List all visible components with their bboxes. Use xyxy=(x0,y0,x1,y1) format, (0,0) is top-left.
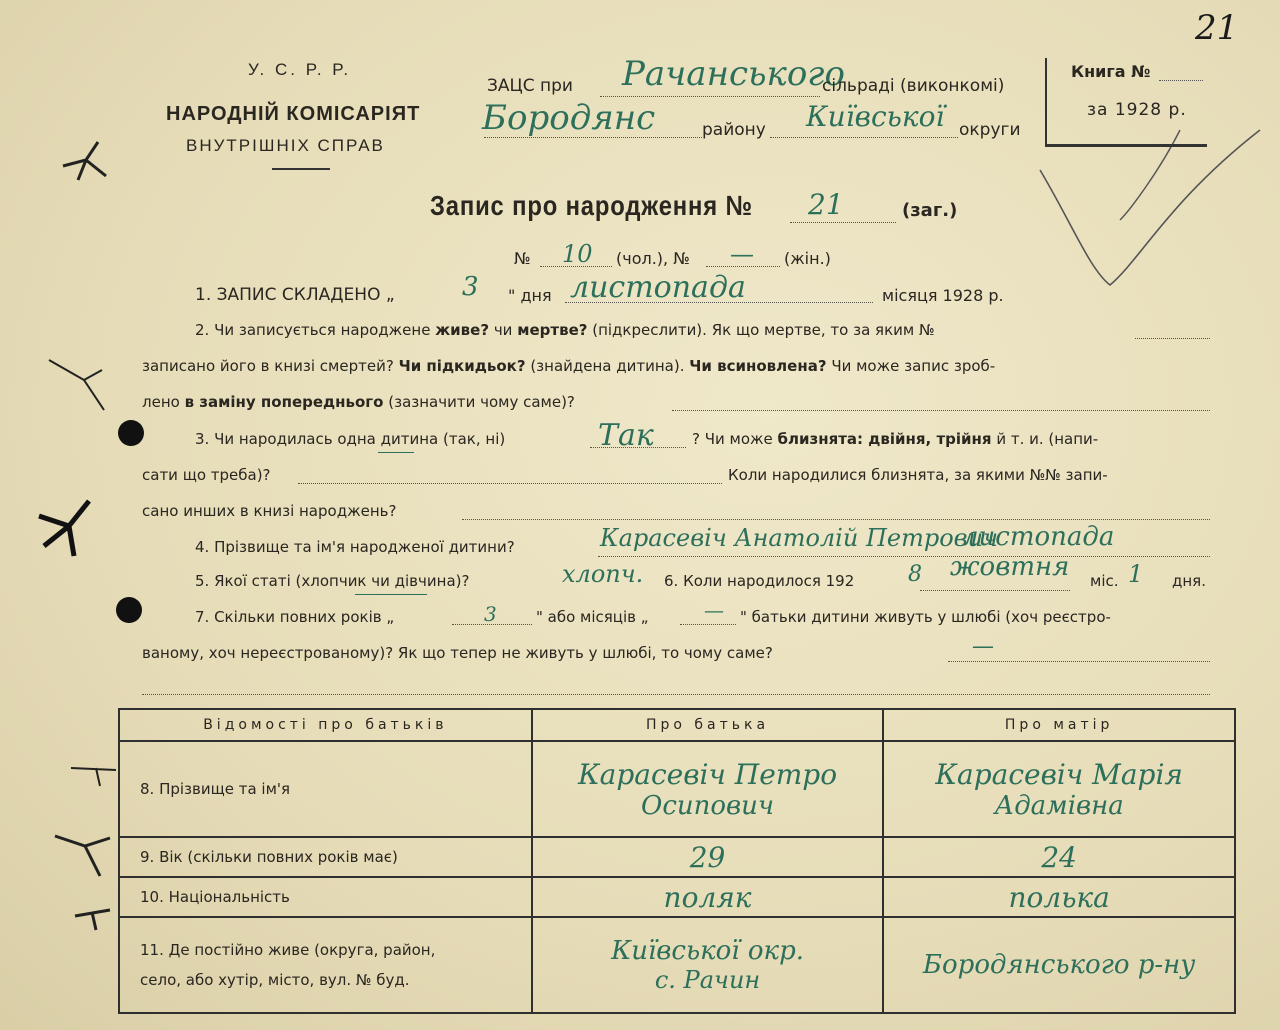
father-residence: Київської окр. с. Рачин xyxy=(532,917,884,1013)
q6-month-label: міс. xyxy=(1090,572,1119,590)
q2-j: Чи може запис зроб- xyxy=(831,357,996,375)
th-mother: Про матір xyxy=(883,709,1235,741)
tear-mark-icon xyxy=(70,896,120,936)
q2-foundling: Чи підкидьок? xyxy=(398,357,526,375)
female-label: (жін.) xyxy=(784,249,831,268)
record-suffix: (заг.) xyxy=(902,200,958,221)
council-label: сільраді (виконкомі) xyxy=(822,76,1005,96)
q3-b: ? Чи може xyxy=(692,430,773,448)
q6-label: 6. Коли народилося 192 xyxy=(664,572,855,590)
row-label: 9. Вік (скільки повних років має) xyxy=(119,837,532,877)
republic-label: У. С. Р. Р. xyxy=(248,60,352,79)
q6-month: жовтня xyxy=(950,552,1070,582)
q1-month: листопада xyxy=(570,270,746,305)
q7-years: 3 xyxy=(484,602,497,626)
male-label: (чол.), № xyxy=(616,249,690,268)
q2-a: 2. Чи записується народжене xyxy=(195,321,431,339)
q2-dead: мертве? xyxy=(517,321,588,339)
father-age: 29 xyxy=(532,837,884,877)
book-label: Книга № xyxy=(1071,62,1151,81)
parents-table xyxy=(118,708,1236,1014)
okrug-value: Київської xyxy=(806,100,945,133)
q1-year: місяця 1928 р. xyxy=(882,286,1004,305)
q5-underline xyxy=(355,594,427,595)
q3-g: сано инших в книзі народжень? xyxy=(142,502,397,520)
q1-day-sep: " дня xyxy=(508,286,552,305)
q1-label: 1. ЗАПИС СКЛАДЕНО „ xyxy=(195,285,395,305)
row-label: 10. Національність xyxy=(119,877,532,917)
q2-m: (зазначити чому саме)? xyxy=(388,393,575,411)
q1-day: 3 xyxy=(462,272,479,302)
q2-f: записано його в книзі смертей? xyxy=(142,357,394,375)
q5-answer: хлопч. xyxy=(562,560,644,588)
q6-day-label: дня. xyxy=(1172,572,1206,590)
book-box xyxy=(1045,58,1207,147)
q7-b: " або місяців „ xyxy=(536,608,649,626)
mother-age: 24 xyxy=(883,837,1235,877)
commissariat-label: НАРОДНІЙ КОМІСАРІЯТ xyxy=(166,103,421,125)
header-rule xyxy=(272,168,330,170)
dept-label: ВНУТРІШНІХ СПРАВ xyxy=(186,136,385,155)
q2-replacement: в заміну попереднього xyxy=(184,393,384,411)
male-number: 10 xyxy=(562,240,593,268)
father-nationality: поляк xyxy=(532,877,884,917)
row-label: 11. Де постійно живе (округа, район, село, або хутір, місто, вул. № буд. xyxy=(119,917,532,1013)
record-title: Запис про народження № xyxy=(430,190,753,221)
table-row xyxy=(119,917,1235,1013)
punch-hole-icon xyxy=(118,420,144,446)
district-label: району xyxy=(702,120,766,140)
record-number: 21 xyxy=(808,188,844,221)
page-number: 21 xyxy=(1195,8,1239,48)
q2-e: (підкреслити). Як що мертве, то за яким № xyxy=(592,321,935,339)
q2-h: (знайдена дитина). xyxy=(530,357,685,375)
table-row xyxy=(119,741,1235,837)
table-row xyxy=(119,877,1235,917)
q6-year: 8 xyxy=(908,562,922,587)
q3-a: 3. Чи народилась одна дитина (так, ні) xyxy=(195,430,506,448)
mother-name: Карасевіч Марія Адамівна xyxy=(883,741,1235,837)
district-value: Бородянс xyxy=(482,98,656,138)
table-row xyxy=(119,837,1235,877)
q6-day: 1 xyxy=(1128,560,1144,588)
q7-d: ваному, хоч нереєстрованому)? Як що тепер не живуть у шлюбі, то чому саме? xyxy=(142,644,773,662)
father-name: Карасевіч Петро Осипович xyxy=(532,741,884,837)
tear-mark-icon xyxy=(58,136,118,186)
q7-months: — xyxy=(704,598,724,622)
q2-or: чи xyxy=(493,321,513,339)
tear-mark-icon xyxy=(66,756,126,796)
q4-name: Карасевіч Анатолій Петрович xyxy=(600,524,999,552)
q3-twins: близнята: двійня, трійня xyxy=(777,430,992,448)
q2-alive: живе? xyxy=(435,321,490,339)
mother-residence: Бородянського р-ну xyxy=(883,917,1235,1013)
q7-a: 7. Скільки повних років „ xyxy=(195,608,395,626)
q7-c: " батьки дитини живуть у шлюбі (хоч реєстро- xyxy=(740,608,1111,626)
q3-d: й т. и. (напи- xyxy=(996,430,1099,448)
q3-underline xyxy=(378,452,414,453)
okrug-label: округи xyxy=(959,120,1021,140)
row-label: 8. Прізвище та ім'я xyxy=(119,741,532,837)
q4-extra: листопада xyxy=(962,522,1115,552)
q3-f: Коли народилися близнята, за якими №№ запи- xyxy=(728,466,1108,484)
sub-no: № xyxy=(514,249,531,268)
zags-prefix: ЗАЦС при xyxy=(487,76,573,96)
q5-label: 5. Якої статі (хлопчик чи дівчина)? xyxy=(195,572,470,590)
q3-answer: Так xyxy=(598,418,654,453)
q3-e: сати що треба)? xyxy=(142,466,271,484)
mother-nationality: полька xyxy=(883,877,1235,917)
q7-answer: — xyxy=(972,634,994,659)
q4-label: 4. Прізвище та ім'я народженої дитини? xyxy=(195,538,515,556)
book-year: за 1928 р. xyxy=(1087,100,1187,120)
tear-mark-icon xyxy=(34,496,104,566)
tear-mark-icon xyxy=(44,350,114,420)
q2-k: лено xyxy=(142,393,180,411)
female-number: — xyxy=(730,240,754,268)
th-info: Відомості про батьків xyxy=(119,709,532,741)
zags-value: Рачанського xyxy=(622,54,845,94)
tear-mark-icon xyxy=(50,826,120,886)
punch-hole-icon xyxy=(116,597,142,623)
q2-adopted: Чи всиновлена? xyxy=(689,357,827,375)
th-father: Про батька xyxy=(532,709,884,741)
